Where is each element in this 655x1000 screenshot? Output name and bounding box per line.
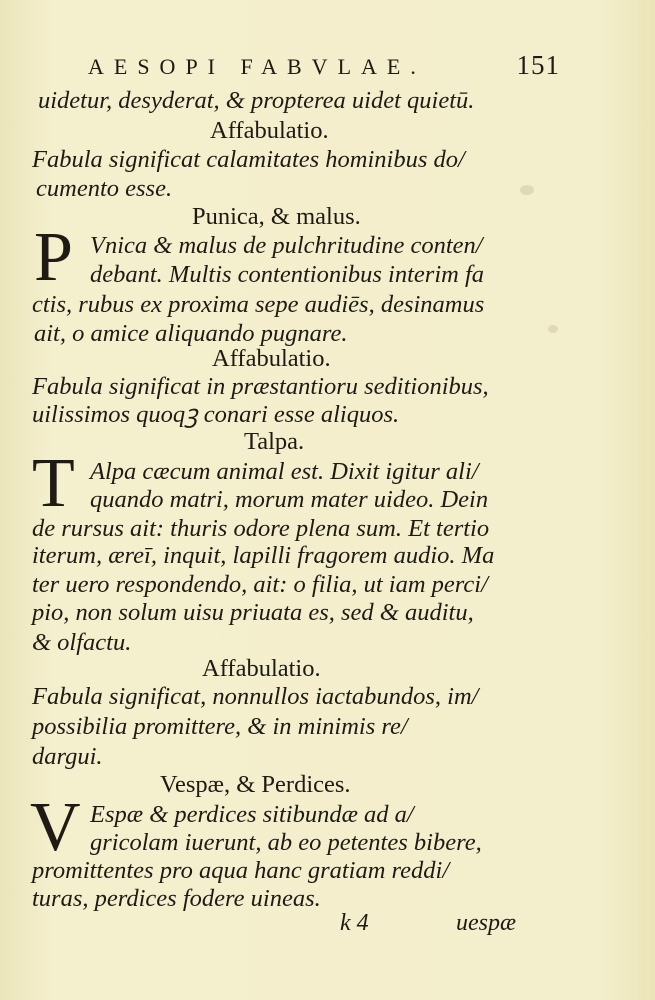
section-heading: Affabulatio. [202,655,321,682]
fable-title: Vespæ, & Perdices. [160,771,351,798]
text-line: Vnica & malus de pulchritudine conten/ [90,232,483,259]
text-line: possibilia promittere, & in minimis re/ [32,713,408,740]
text-line: pio, non solum uisu priuata es, sed & auditu, [32,599,474,626]
text-line: ter uero respondendo, ait: o filia, ut iam perci/ [32,571,488,598]
text-line: ctis, rubus ex proxima sepe audiēs, desinamus [32,291,485,318]
text-line: Espæ & perdices sitibundæ ad a/ [90,801,414,828]
text-line: Fabula significat calamitates hominibus do/ [32,146,465,173]
drop-capital: T [32,445,75,522]
text-line: gricolam iuerunt, ab eo petentes bibere, [90,829,482,856]
drop-capital: P [34,219,73,296]
text-line: dargui. [32,743,103,770]
text-line: uidetur, desyderat, & propterea uidet quietū. [38,87,475,114]
signature-mark: k 4 [340,910,369,936]
section-heading: Affabulatio. [210,117,329,144]
fable-title: Punica, & malus. [192,203,361,230]
text-line: Fabula significat, nonnullos iactabundos, im/ [32,683,479,710]
text-line: debant. Multis contentionibus interim fa [90,261,485,288]
page-header [88,50,568,84]
section-heading: Affabulatio. [212,345,331,372]
text-line: Fabula significat in præstantioru seditionibus, [32,373,489,400]
text-line: iterum, æreī, inquit, lapilli fragorem audio. Ma [32,542,495,569]
drop-capital: V [30,789,81,866]
text-line: ait, o amice aliquando pugnare. [34,320,348,347]
running-head: AESOPI FABVLAE. [88,54,426,79]
page-stain [520,185,534,195]
catchword: uespæ [456,910,516,936]
text-line: Alpa cæcum animal est. Dixit igitur ali/ [90,458,479,485]
page-stain [548,325,558,333]
page-number: 151 [516,50,560,80]
text-line: cumento esse. [36,175,173,202]
text-line: uilissimos quoqꝫ conari esse aliquos. [32,401,400,428]
text-line: turas, perdices fodere uineas. [32,885,321,912]
text-line: quando matri, morum mater uideo. Dein [90,486,489,513]
text-line: & olfactu. [32,629,132,656]
fable-title: Talpa. [244,428,305,455]
text-line: promittentes pro aqua hanc gratiam reddi/ [32,857,450,884]
text-line: de rursus ait: thuris odore plena sum. Et tertio [32,515,490,542]
